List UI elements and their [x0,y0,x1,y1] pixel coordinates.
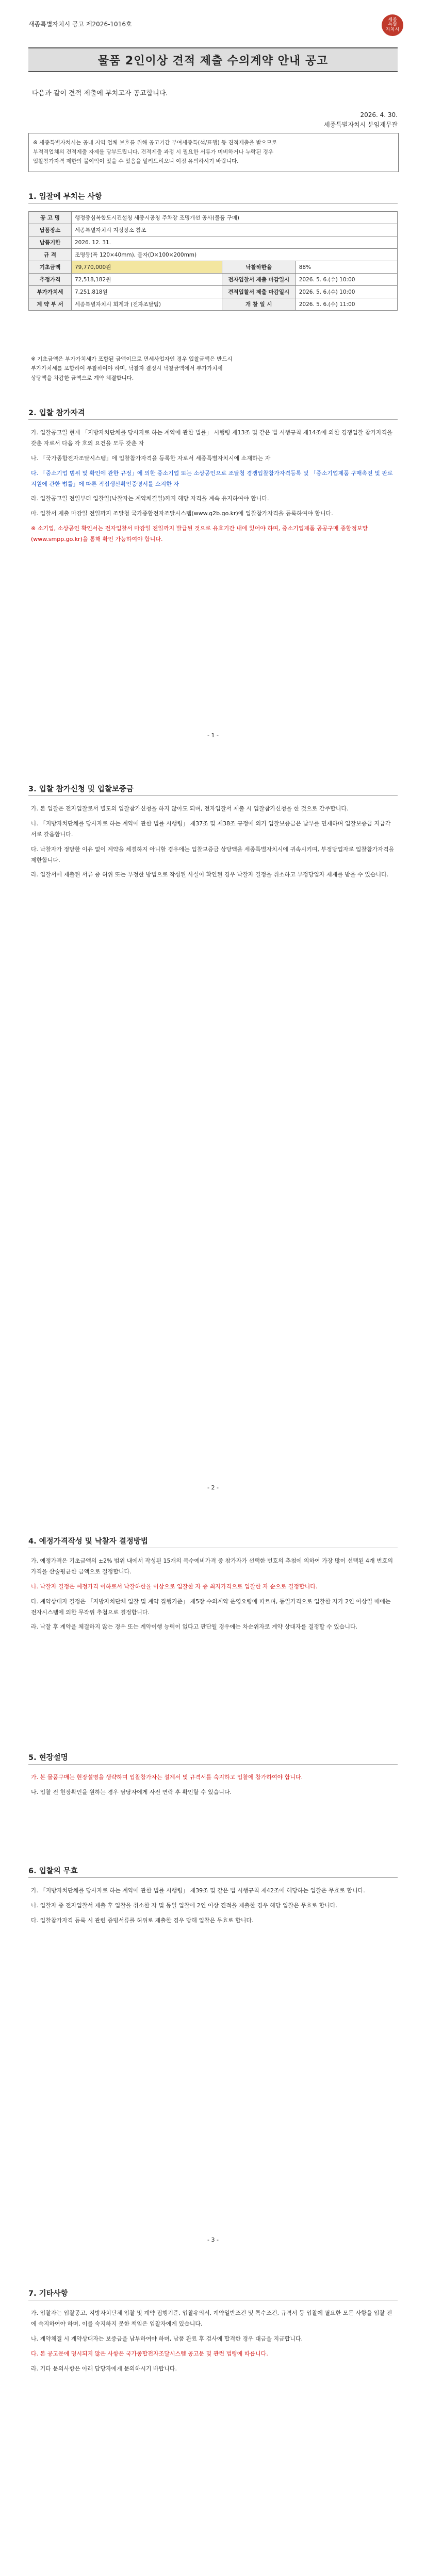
section-title: 3. 입찰 참가신청 및 입찰보증금 [28,785,134,793]
table-cell: 72,518,182원 [72,274,222,286]
paragraph: 라. 기타 문의사항은 아래 담당자에게 문의하시기 바랍니다. [31,2365,177,2372]
paragraph: 다. 낙찰자가 정당한 이유 없이 계약을 체결하지 아니할 경우에는 입찰보증금 상당액을 세종특별자치시에 귀속시키며, 부정당업자로 입찰참가자격을 제한합니다. [31,845,395,863]
table-cell: 2026. 12. 31. [72,236,398,249]
paragraph: 가. 입찰공고일 현재 「지방자치단체를 당사자로 하는 계약에 관한 법률」 시행령 제13조 및 같은 법 시행규칙 제14조에 의한 경쟁입찰 참가자격을 갖춘 자로서 다음 각 호의 요건을 모두 갖춘 자 [31,429,392,447]
table-cell: 79,770,000원 [72,261,222,274]
table-cell: 2026. 5. 6.(수) 10:00 [296,286,397,298]
section-body [31,1556,395,1637]
table-header-cell: 규 격 [29,249,72,261]
table-row [29,298,398,311]
paragraph: 라. 입찰서에 제출된 서류 중 허위 또는 부정한 방법으로 작성된 사실이 확인된 경우 낙찰자 결정을 취소하고 부정당업자 제재를 받을 수 있습니다. [31,871,389,878]
section-body [31,428,395,549]
table-header-cell: 낙찰하한율 [222,261,296,274]
table-row [29,274,398,286]
page-4 [0,2257,426,2576]
paragraph: 라. 입찰공고일 전일부터 입찰일(낙찰자는 계약체결일)까지 해당 자격을 계속 유지하여야 합니다. [31,495,269,502]
section-divider [28,1877,398,1878]
note-line: 상당액을 차감한 금액으로 계약 체결합니다. [31,375,134,381]
seal-stamp-icon: 세종 특별 자치시 [382,14,403,36]
table-row [29,212,398,224]
paragraph: 가. 예정가격은 기초금액의 ±2% 범위 내에서 작성된 15개의 복수예비가격 중 참가자가 선택한 번호의 추첨에 의하여 가장 많이 선택된 4개 번호의 가격을 산술평균한 금액으로 결정합니다. [31,1557,394,1575]
paragraph: 나. 「지방자치단체를 당사자로 하는 계약에 관한 법률 시행령」 제37조 및 제38조 규정에 의거 입찰보증금은 납부를 면제하며 입찰보증금 지급각서로 갈음합니다. [31,820,391,838]
section-body [31,1886,395,1930]
paragraph: 다. 계약상대자 결정은 「지방자치단체 입찰 및 계약 집행기준」 제5장 수의계약 운영요령에 따르며, 동일가격으로 입찰한 자가 2인 이상일 때에는 전자시스템에 의한 무작위 추첨으로 결정합니다. [31,1598,391,1616]
table-cell: 2026. 5. 6.(수) 11:00 [296,298,397,311]
paragraph: ※ 소기업, 소상공인 확인서는 전자입찰서 마감일 전일까지 발급된 것으로 유효기간 내에 있어야 하며, 중소기업제품 공공구매 종합정보망(www.smpp.go.kr)을 통해 확인 가능하여야 합니다. [31,525,368,543]
notice-box [28,133,399,172]
table-cell: 88% [296,261,397,274]
section-body [31,804,395,885]
page-number: - 2 - [207,1484,219,1491]
notice-line: 부적격업체의 견적제출 자제를 당부드립니다. 견적제출 과정 시 필요한 서류가 미비하거나 누락된 경우 [33,148,274,155]
table-row [29,224,398,236]
paragraph: 나. 입찰자 중 전자입찰서 제출 후 입찰을 취소한 자 및 동일 입찰에 2인 이상 견적을 제출한 경우 해당 입찰은 무효로 합니다. [31,1902,337,1909]
table-header-cell: 전자입찰서 제출 마감일시 [222,274,296,286]
page-3 [0,1504,426,2257]
paragraph: 나. 낙찰자 결정은 예정가격 이하로서 낙찰하한율 이상으로 입찰한 자 중 최저가격으로 입찰한 자 순으로 결정합니다. [31,1583,318,1590]
table-header-cell: 견적입찰서 제출 마감일시 [222,286,296,298]
section-title: 1. 입찰에 부치는 사항 [28,193,102,201]
table-header-cell: 기초금액 [29,261,72,274]
table-row [29,236,398,249]
table-cell: 2026. 5. 6.(수) 10:00 [296,274,397,286]
section-title: 5. 현장설명 [28,1754,68,1762]
table-cell: 세종특별자치시 회계과 (전자조달팀) [72,298,222,311]
table-header-cell: 개 찰 일 시 [222,298,296,311]
table-header-cell: 납품장소 [29,224,72,236]
vat-note [31,354,395,383]
paragraph: 가. 본 입찰은 전자입찰로서 별도의 입찰참가신청을 하지 않아도 되며, 전자입찰서 제출 시 입찰참가신청을 한 것으로 간주합니다. [31,805,349,812]
paragraph: 가. 본 물품구매는 현장설명을 생략하며 입찰참가자는 설계서 및 규격서를 숙지하고 입찰에 참가하여야 합니다. [31,1774,303,1781]
paragraph: 가. 「지방자치단체를 당사자로 하는 계약에 관한 법률 시행령」 제39조 및 같은 법 시행규칙 제42조에 해당하는 입찰은 무효로 합니다. [31,1887,365,1894]
paragraph: 라. 낙찰 후 계약을 체결하지 않는 경우 또는 계약이행 능력이 없다고 판단될 경우에는 차순위자로 계약 상대자를 결정할 수 있습니다. [31,1623,358,1631]
section-divider [28,795,398,796]
section-divider [28,203,398,204]
issuer: 세종특별자치시 분임재무관 [324,121,398,129]
table-cell: 세종특별자치시 지정장소 참조 [72,224,398,236]
section-title: 7. 기타사항 [28,2290,68,2298]
table-header-cell: 납품기한 [29,236,72,249]
paragraph: 다. 「중소기업 범위 및 확인에 관한 규정」에 의한 중소기업 또는 소상공인으로 조달청 경쟁입찰참가자격등록 및 「중소기업제품 구매촉진 및 판로지원에 관한 법률」에 따른 직접생산확인증명서를 소지한 자 [31,469,393,487]
page-title: 물품 2인이상 견적 제출 수의계약 안내 공고 [28,47,398,72]
table-cell: 7,251,818원 [72,286,222,298]
paragraph: 나. 「국가종합전자조달시스템」에 입찰참가자격을 등록한 자로서 세종특별자치시에 소재하는 자 [31,454,271,462]
section-body [31,1772,395,1802]
issue-date-block [324,110,398,130]
paragraph: 다. 본 공고문에 명시되지 않은 사항은 국가종합전자조달시스템 공고문 및 관련 법령에 따릅니다. [31,2350,268,2357]
table-row [29,249,398,261]
section-title: 6. 입찰의 무효 [28,1867,78,1875]
bid-info-table [28,211,398,311]
note-line: ※ 기초금액은 부가가치세가 포함된 금액이므로 면세사업자인 경우 입찰금액은 반드시 [31,356,233,362]
table-row [29,286,398,298]
table-header-cell: 부가가치세 [29,286,72,298]
paragraph: 마. 입찰서 제출 마감일 전일까지 조달청 국가종합전자조달시스템(www.g2b.go.kr)에 입찰참가자격을 등록하여야 합니다. [31,510,333,517]
section-body [31,2308,395,2378]
section-title: 2. 입찰 참가자격 [28,409,85,417]
intro-text: 다음과 같이 견적 제출에 부치고자 공고합니다. [32,90,168,97]
issue-date: 2026. 4. 30. [360,111,398,118]
table-row [29,261,398,274]
page-1 [0,0,426,752]
paragraph: 나. 입찰 전 현장확인을 원하는 경우 담당자에게 사전 연락 후 확인할 수 있습니다. [31,1788,232,1795]
paragraph: 나. 계약체결 시 계약상대자는 보증금을 납부하여야 하며, 납품 완료 후 검사에 합격한 경우 대금을 지급합니다. [31,2335,303,2342]
table-cell: 조명등(폭 120×40mm), 물자(D×100×200mm) [72,249,398,261]
section-divider [28,1764,398,1765]
table-cell: 행정중심복합도시건설청 세종시공청 주차장 조명개선 공사(물품 구매) [72,212,398,224]
page-number: - 3 - [207,2236,219,2243]
note-line: 부가가치세를 포함하여 투찰하여야 하며, 낙찰자 결정시 낙찰금액에서 부가가치세 [31,365,223,372]
page-number: - 1 - [207,732,219,739]
paragraph: 가. 입찰자는 입찰공고, 지방자치단체 입찰 및 계약 집행기준, 입찰유의서, 계약일반조건 및 특수조건, 규격서 등 입찰에 필요한 모든 사항을 입찰 전에 숙지하여야 하며, 이를 숙지하지 못한 책임은 입찰자에게 있습니다. [31,2310,392,2327]
paragraph: 다. 입찰참가자격 등록 시 관련 증빙서류를 허위로 제출한 경우 당해 입찰은 무효로 합니다. [31,1917,254,1924]
section-title: 4. 예정가격작성 및 낙찰자 결정방법 [28,1537,148,1546]
notice-line: ※ 세종특별자치시는 공내 지역 업체 보호를 위해 공고기간 부여세종특(석/표행) 등 견적제출을 받으므로 [33,140,277,146]
table-header-cell: 계 약 부 서 [29,298,72,311]
section-divider [28,419,398,420]
page-2 [0,752,426,1504]
table-header-cell: 공 고 명 [29,212,72,224]
notice-line: 입찰참가자격 제한의 불이익이 있을 수 있음을 알려드리오니 이점 유의하시기 바랍니다. [33,158,239,164]
table-header-cell: 추정가격 [29,274,72,286]
notice-number: 새종특별자치시 공고 제2026-1016호 [28,21,132,28]
